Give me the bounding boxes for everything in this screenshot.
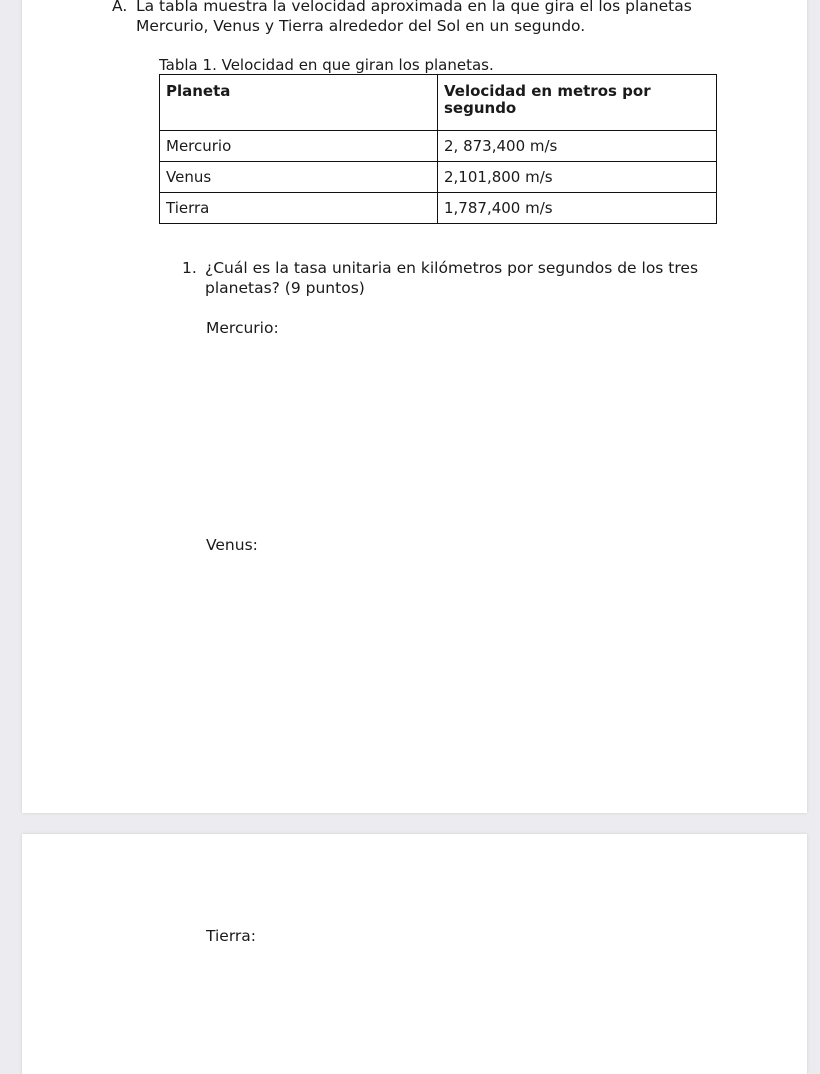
- cell-speed: 2,101,800 m/s: [438, 162, 717, 193]
- table-row: [160, 162, 717, 193]
- cell-planet: Venus: [160, 162, 438, 193]
- cell-speed: 1,787,400 m/s: [438, 193, 717, 224]
- answer-label-tierra: Tierra:: [206, 927, 257, 945]
- intro-text: La tabla muestra la velocidad aproximada en la que gira el los planetas Mercurio, Venus y Tierra alrededor del Sol en un segundo.: [136, 0, 692, 35]
- table-caption: Tabla 1. Velocidad en que giran los planetas.: [159, 56, 494, 74]
- list-marker: A.: [112, 0, 128, 15]
- header-velocidad: Velocidad en metros por segundo: [438, 75, 717, 131]
- table-header-row: [160, 75, 717, 131]
- answer-label-venus: Venus:: [206, 536, 258, 554]
- cell-planet: Mercurio: [160, 131, 438, 162]
- table-row: [160, 193, 717, 224]
- cell-planet: Tierra: [160, 193, 438, 224]
- question-1: [182, 258, 705, 298]
- document-page-2: [22, 834, 807, 1074]
- table-row: [160, 131, 717, 162]
- document-page-1: [22, 0, 807, 813]
- question-number: 1.: [182, 259, 197, 277]
- planet-speed-table: [159, 74, 717, 224]
- answer-label-mercurio: Mercurio:: [206, 319, 279, 337]
- cell-speed: 2, 873,400 m/s: [438, 131, 717, 162]
- question-text: ¿Cuál es la tasa unitaria en kilómetros por segundos de los tres planetas? (9 puntos): [205, 259, 699, 297]
- header-planeta: Planeta: [160, 75, 438, 131]
- intro-paragraph: [112, 0, 736, 36]
